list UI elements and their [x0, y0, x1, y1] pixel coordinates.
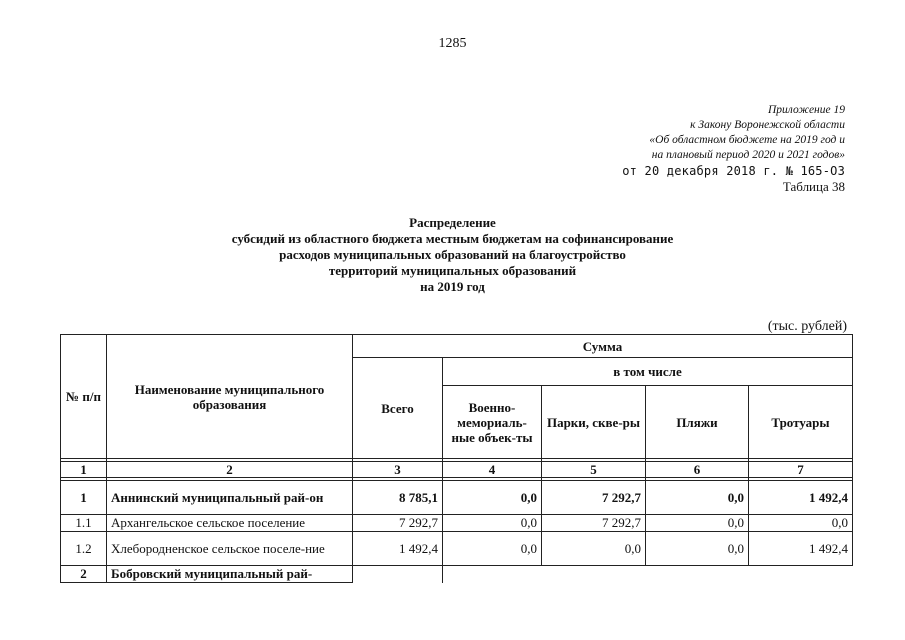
row-parks: 0,0	[542, 532, 646, 566]
row-sidewalks: 1 492,4	[749, 481, 853, 515]
header-military: Военно-мемориаль-ные объек-ты	[443, 386, 542, 459]
header-parks: Парки, скве-ры	[542, 386, 646, 459]
row-index: 2	[61, 566, 107, 583]
table-row	[61, 515, 853, 532]
table-row	[61, 566, 853, 583]
header-num: № п/п	[61, 335, 107, 459]
row-total: 1 492,4	[353, 532, 443, 566]
page-number: 1285	[438, 36, 467, 51]
header-row	[61, 335, 853, 358]
row-sidewalks: 1 492,4	[749, 532, 853, 566]
column-number: 5	[542, 462, 646, 478]
header-including: в том числе	[443, 358, 853, 386]
units-label: (тыс. рублей)	[767, 319, 847, 334]
appendix-line: на плановый период 2020 и 2021 годов»	[651, 149, 845, 161]
column-number: 4	[443, 462, 542, 478]
row-index: 1.2	[61, 532, 107, 566]
header-sidewalks: Тротуары	[749, 386, 853, 459]
column-number: 7	[749, 462, 853, 478]
subsidy-table	[60, 334, 853, 583]
row-military	[443, 566, 542, 583]
column-number: 3	[353, 462, 443, 478]
row-name: Аннинский муниципальный рай-он	[107, 481, 353, 515]
row-name: Хлебородненское сельское поселе-ние	[107, 532, 353, 566]
row-sidewalks	[749, 566, 853, 583]
title-line: субсидий из областного бюджета местным бюджетам на софинансирование	[231, 231, 674, 246]
column-number: 2	[107, 462, 353, 478]
title-line: Распределение	[409, 215, 496, 230]
row-total: 8 785,1	[353, 481, 443, 515]
row-parks: 7 292,7	[542, 481, 646, 515]
row-beaches: 0,0	[646, 532, 749, 566]
title-line: на 2019 год	[420, 279, 485, 294]
row-beaches: 0,0	[646, 481, 749, 515]
row-index: 1.1	[61, 515, 107, 532]
row-military: 0,0	[443, 481, 542, 515]
column-number-row	[61, 462, 853, 478]
row-beaches	[646, 566, 749, 583]
row-total	[353, 566, 443, 583]
appendix-line: к Закону Воронежской области	[690, 119, 845, 131]
table-row	[61, 481, 853, 515]
header-total: Всего	[353, 358, 443, 459]
row-name: Бобровский муниципальный рай-	[107, 566, 353, 583]
table-label: Таблица 38	[782, 179, 845, 194]
row-sidewalks: 0,0	[749, 515, 853, 532]
row-beaches: 0,0	[646, 515, 749, 532]
document-title	[150, 215, 755, 295]
row-index: 1	[61, 481, 107, 515]
column-number: 6	[646, 462, 749, 478]
appendix-line: Приложение 19	[767, 104, 845, 116]
law-date: от 20 декабря 2018 г. № 165-ОЗ	[622, 164, 845, 178]
row-military: 0,0	[443, 532, 542, 566]
title-line: территорий муниципальных образований	[328, 263, 577, 278]
row-military: 0,0	[443, 515, 542, 532]
appendix-line: «Об областном бюджете на 2019 год и	[649, 134, 845, 146]
table-row	[61, 532, 853, 566]
appendix-block	[622, 103, 845, 195]
column-number: 1	[61, 462, 107, 478]
title-line: расходов муниципальных образований на благоустройство	[279, 247, 626, 262]
header-beaches: Пляжи	[646, 386, 749, 459]
row-total: 7 292,7	[353, 515, 443, 532]
row-parks: 7 292,7	[542, 515, 646, 532]
header-name: Наименование муниципального образования	[107, 335, 353, 459]
header-sum: Сумма	[353, 335, 853, 358]
row-parks	[542, 566, 646, 583]
row-name: Архангельское сельское поселение	[107, 515, 353, 532]
